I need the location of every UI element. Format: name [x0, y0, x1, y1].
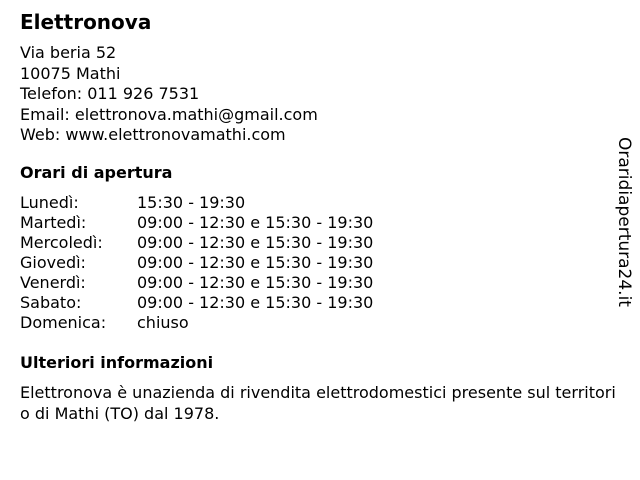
- hours-row: [20, 273, 373, 293]
- business-name: Elettronova: [20, 10, 152, 34]
- hours-day: Domenica:: [20, 313, 107, 332]
- more-info-heading: Ulteriori informazioni: [20, 353, 214, 372]
- hours-day: Sabato:: [20, 293, 82, 312]
- email-line: Email: elettronova.mathi@gmail.com: [20, 104, 318, 124]
- opening-hours-heading: Orari di apertura: [20, 163, 173, 182]
- hours-day: Lunedì:: [20, 193, 79, 212]
- hours-time: 09:00 - 12:30 e 15:30 - 19:30: [137, 293, 374, 312]
- phone-line: Telefon: 011 926 7531: [20, 84, 200, 103]
- hours-time: 15:30 - 19:30: [137, 193, 246, 212]
- hours-day: Giovedì:: [20, 253, 86, 272]
- web-line: Web: www.elettronovamathi.com: [20, 125, 286, 144]
- hours-row: [20, 213, 373, 233]
- hours-row: [20, 253, 373, 273]
- hours-time: chiuso: [137, 313, 189, 332]
- hours-day: Mercoledì:: [20, 233, 103, 252]
- opening-hours-table: [20, 193, 373, 333]
- hours-time: 09:00 - 12:30 e 15:30 - 19:30: [137, 253, 374, 272]
- hours-day: Venerdì:: [20, 273, 86, 292]
- hours-row: [20, 313, 373, 333]
- hours-row: [20, 293, 373, 313]
- hours-time: 09:00 - 12:30 e 15:30 - 19:30: [137, 213, 374, 232]
- address-city: 10075 Mathi: [20, 63, 121, 83]
- address-street: Via beria 52: [20, 43, 117, 62]
- hours-time: 09:00 - 12:30 e 15:30 - 19:30: [137, 273, 374, 292]
- hours-time: 09:00 - 12:30 e 15:30 - 19:30: [137, 233, 374, 252]
- hours-day: Martedì:: [20, 213, 87, 232]
- hours-row: [20, 233, 373, 253]
- watermark: Oraridiapertura24.it: [614, 137, 634, 307]
- contact-block: [20, 43, 318, 146]
- more-info-text: Elettronova è unazienda di rivendita elettrodomestici presente sul territorio di Mathi (TO) dal 1978.: [20, 383, 616, 423]
- hours-row: [20, 193, 373, 213]
